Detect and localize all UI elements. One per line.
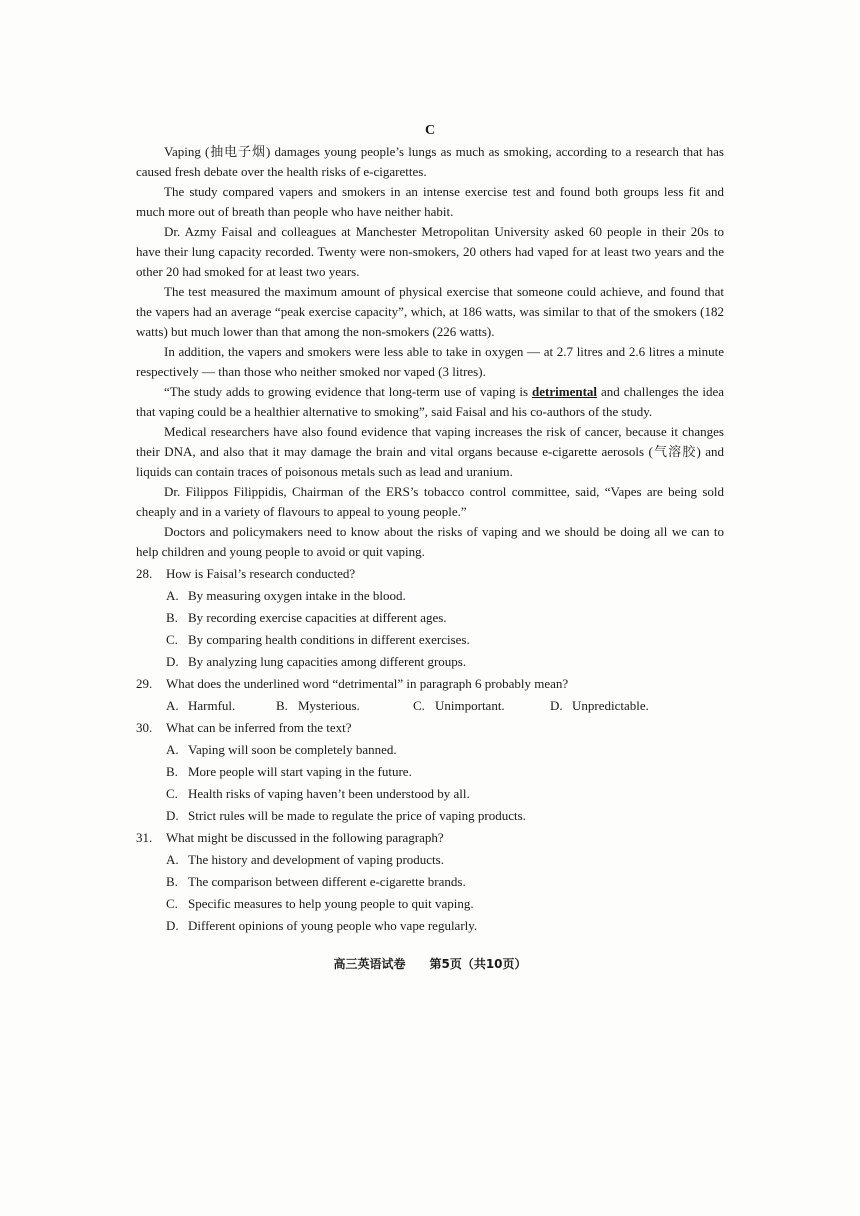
option-29-c: [413, 696, 550, 716]
option-label: A.: [166, 698, 179, 713]
page-footer: [0, 955, 860, 972]
underlined-word: detrimental: [532, 384, 598, 399]
option-text: Mysterious.: [298, 698, 360, 713]
options-29: [166, 694, 724, 716]
option-31-b: [166, 872, 724, 892]
option-label: D.: [166, 808, 179, 823]
option-label: C.: [166, 786, 178, 801]
options-28: [166, 586, 724, 672]
question-stem: What does the underlined word “detrimental” in paragraph 6 probably mean?: [166, 676, 569, 691]
option-label: D.: [166, 654, 179, 669]
question-number: 28.: [136, 566, 153, 581]
option-30-c: [166, 784, 724, 804]
option-text: Vaping will soon be completely banned.: [188, 742, 397, 757]
option-text: Strict rules will be made to regulate the price of vaping products.: [188, 808, 526, 823]
options-30: [166, 740, 724, 826]
paragraph-9: Doctors and policymakers need to know about the risks of vaping and we should be doing all we can to help children and young people to avoid or quit vaping.: [136, 524, 724, 559]
option-label: B.: [166, 874, 178, 889]
section-title: C: [424, 123, 436, 138]
question-number: 31.: [136, 830, 153, 845]
option-label: A.: [166, 742, 179, 757]
question-stem: What might be discussed in the following paragraph?: [166, 830, 444, 845]
paragraph-4: The test measured the maximum amount of physical exercise that someone could achieve, and found that the vapers had an average “peak exercise capacity”, which, at 186 watts, was similar to that of the smokers (182 watts) but much lower than that among the non-smokers (226 watts).: [136, 284, 724, 339]
option-28-d: [166, 652, 724, 672]
option-31-d: [166, 916, 724, 936]
option-text: Health risks of vaping haven’t been understood by all.: [188, 786, 470, 801]
option-text: Unimportant.: [435, 698, 505, 713]
option-text: By analyzing lung capacities among different groups.: [188, 654, 467, 669]
option-label: C.: [166, 632, 178, 647]
exam-name: 高三英语试卷: [333, 957, 406, 971]
option-label: B.: [276, 698, 288, 713]
option-31-c: [166, 894, 724, 914]
option-30-a: [166, 740, 724, 760]
option-label: A.: [166, 588, 179, 603]
paragraph-6-before: “The study adds to growing evidence that long-term use of vaping is: [164, 384, 533, 399]
option-text: Different opinions of young people who vape regularly.: [188, 918, 478, 933]
paragraph-7: Medical researchers have also found evidence that vaping increases the risk of cancer, because it changes their DNA, and also that it may damage the brain and vital organs because e-cigarette aerosols (气溶胶) and liquids can contain traces of poisonous metals such as lead and uranium.: [136, 424, 724, 479]
paragraph-1: Vaping (抽电子烟) damages young people’s lungs as much as smoking, according to a research that has caused fresh debate over the health risks of e-cigarettes.: [136, 144, 724, 179]
paragraph-6-after: and challenges the idea that vaping could be a healthier alternative to smoking”, said Faisal and his co-authors of the study.: [136, 384, 724, 419]
paragraph-5: In addition, the vapers and smokers were less able to take in oxygen — at 2.7 litres and 2.6 litres a minute respectively — than those who neither smoked nor vaped (3 litres).: [136, 344, 724, 379]
option-28-b: [166, 608, 724, 628]
option-29-d: [550, 696, 680, 716]
option-text: Harmful.: [188, 698, 236, 713]
option-text: By recording exercise capacities at different ages.: [188, 610, 447, 625]
options-31: [166, 850, 724, 936]
option-29-a: [166, 696, 276, 716]
option-text: By comparing health conditions in different exercises.: [188, 632, 470, 647]
option-label: D.: [550, 698, 563, 713]
option-text: The history and development of vaping products.: [188, 852, 444, 867]
option-28-a: [166, 586, 724, 606]
option-label: D.: [166, 918, 179, 933]
option-text: Specific measures to help young people to quit vaping.: [188, 896, 474, 911]
option-30-d: [166, 806, 724, 826]
option-label: C.: [413, 698, 425, 713]
question-30: [136, 718, 724, 738]
option-text: By measuring oxygen intake in the blood.: [188, 588, 406, 603]
option-label: B.: [166, 610, 178, 625]
option-31-a: [166, 850, 724, 870]
paragraph-3: Dr. Azmy Faisal and colleagues at Manchester Metropolitan University asked 60 people in their 20s to have their lung capacity recorded. Twenty were non-smokers, 20 others had vaped for at least two years and the other 20 had smoked for at least two years.: [136, 224, 724, 279]
question-stem: What can be inferred from the text?: [166, 720, 352, 735]
question-number: 30.: [136, 720, 153, 735]
question-28: [136, 564, 724, 584]
page-number: 第5页（共10页）: [429, 957, 527, 971]
question-number: 29.: [136, 676, 153, 691]
option-text: More people will start vaping in the future.: [188, 764, 412, 779]
reading-passage-c: [136, 122, 724, 936]
paragraph-2: The study compared vapers and smokers in an intense exercise test and found both groups less fit and much more out of breath than people who have neither habit.: [136, 184, 724, 219]
option-30-b: [166, 762, 724, 782]
paragraph-8: Dr. Filippos Filippidis, Chairman of the ERS’s tobacco control committee, said, “Vapes are being sold cheaply and in a variety of flavours to appeal to young people.”: [136, 484, 724, 519]
option-label: B.: [166, 764, 178, 779]
option-text: Unpredictable.: [572, 698, 649, 713]
question-29: [136, 674, 724, 694]
question-stem: How is Faisal’s research conducted?: [166, 566, 356, 581]
option-29-b: [276, 696, 413, 716]
option-label: C.: [166, 896, 178, 911]
option-text: The comparison between different e-cigarette brands.: [188, 874, 466, 889]
option-label: A.: [166, 852, 179, 867]
paragraph-6: [136, 382, 724, 422]
option-28-c: [166, 630, 724, 650]
question-31: [136, 828, 724, 848]
